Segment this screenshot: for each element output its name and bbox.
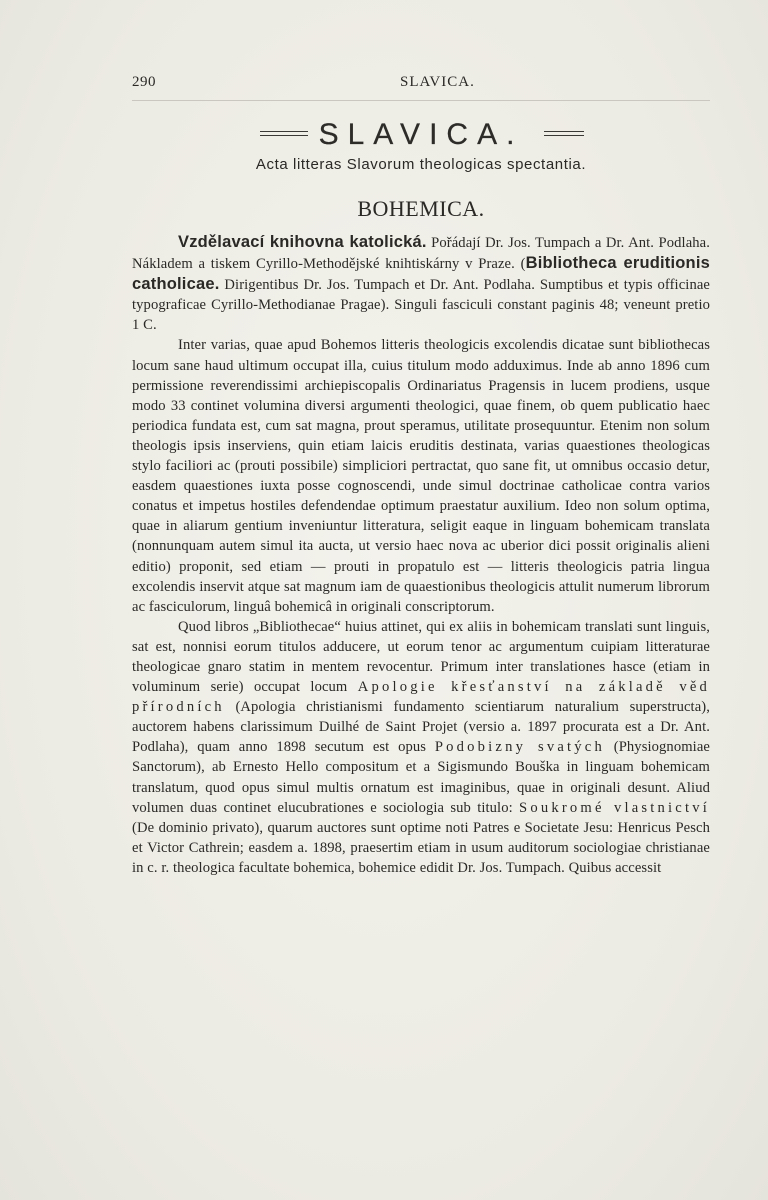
section-title: SLAVICA. xyxy=(318,118,524,151)
paragraph-3-text-3: (Physiognomiae Sanctorum), ab Ernesto Hello compositum et a Sigismundo Bouška in linguam bohemicam translatum, quod opus simul multis ornatum est imaginibus, quae in originali desunt. Aliud volumen duas continet elucubrationes e sociologia sub titulo: xyxy=(132,739,710,816)
running-title: SLAVICA. xyxy=(400,74,475,90)
running-head xyxy=(132,74,710,96)
paragraph-3 xyxy=(132,617,710,878)
book-title-soukrome: Soukromé vlastnictví xyxy=(519,799,710,816)
page-number: 290 xyxy=(132,74,156,90)
entry-intro-2: Dirigentibus Dr. Jos. Tumpach et Dr. Ant. Podlaha. Sumptibus et typis officinae typograficae Cyrillo-Methodianae Pragae). Singuli fasciculi constant paginis 48; veneunt pretio 1 C. xyxy=(132,277,710,334)
book-title-podobizny: Podobizny svatých xyxy=(434,739,605,756)
section-heading xyxy=(132,118,710,173)
paragraph-3-text-2: (Apologia christianismi fundamento scientiarum naturalium superstructa), auctorem habens clarissimum Duilhé de Saint Projet (versio a. 1897 procurata est a Dr. Ant. Podlaha), quam anno 1898 secutum est opus xyxy=(132,699,710,756)
entry-paragraph xyxy=(132,232,710,335)
right-ornament-rule xyxy=(544,128,584,138)
entry-intro-1: Pořádají Dr. Jos. Tumpach a Dr. Ant. Podlaha. Nákladem a tiskem Cyrillo-Methodějské knihtiskárny v Praze. ( xyxy=(132,235,710,273)
book-title-apologie: Apologie křesťanství na základě věd přírodních xyxy=(132,679,710,716)
paragraph-2: Inter varias, quae apud Bohemos litteris theologicis excolendis dicatae sunt bibliothecas locum sane haud ultimum occupat illa, cuius titulum modo adduximus. Inde ab anno 1896 cum permissione reverendissimi archiepiscopalis Ordinariatus Pragensis in lucem prodiens, usque modo 33 continet volumina diversi argumenti theologici, quae finem, ob quem publicatio haec periodica fundata est, cum sat magna, prout speramus, utilitate prosequuntur. Etenim non solum theologis ipsis inserviens, quin etiam laicis eruditis destinata, varias quaestiones theologicas stylo faciliori ac (prouti possibile) simpliciori pertractat, quo sane fit, ut omnibus occasio detur, easdem quaestiones iuxta posse cognoscendi, unde simul doctrinae catholicae contra varios conatus et impetus hostiles defendendae optimum praestatur auxilium. Ideo non solum optima, quae in aliarum gentium inveniuntur litteratura, seligit eaque in linguam bohemicam translata (nonnunquam autem simul ita aucta, ut versio haec nova ac uberior dici possit originalis alieni editio) proponit, sed etiam — prouti in propatulo est — litteris theologicis patria lingua excolendis inservit atque sat magnum iam de quaestionibus theologicis attulit numerum librorum ac fasciculorum, linguâ bohemicâ in originali conscriptorum. xyxy=(132,337,710,615)
subsection-title: BOHEMICA. xyxy=(357,196,485,221)
header-rule xyxy=(132,100,710,101)
article-body xyxy=(132,232,710,878)
section-subtitle: Acta litteras Slavorum theologicas spectantia. xyxy=(255,156,587,173)
entry-title-czech: Vzdělavací knihovna katolická. xyxy=(178,233,427,251)
paragraph-3-text-4: (De dominio privato), quarum auctores sunt optime noti Patres e Societate Jesu: Henricus Pesch et Victor Cathrein; easdem a. 1898, praesertim etiam in usum auditorum sociologiae christianae in c. r. theologica facultate bohemica, bohemice edidit Dr. Jos. Tumpach. Quibus accessit xyxy=(132,819,710,876)
section-title-row xyxy=(132,118,710,154)
entry-title-latin: Bibliotheca eruditionis catholicae. xyxy=(132,254,710,294)
paragraph-3-text-1: Quod libros „Bibliothecae“ huius attinet, qui ex aliis in bohemicam translati sunt linguis, sat est, nonnisi eorum titulos adducere, ut eorum tenor ac argumentum cuipiam litteraturae theologicae gnaro statim in mentem revocentur. Primum inter translationes hasce (etiam in voluminum serie) occupat locum xyxy=(132,618,710,696)
